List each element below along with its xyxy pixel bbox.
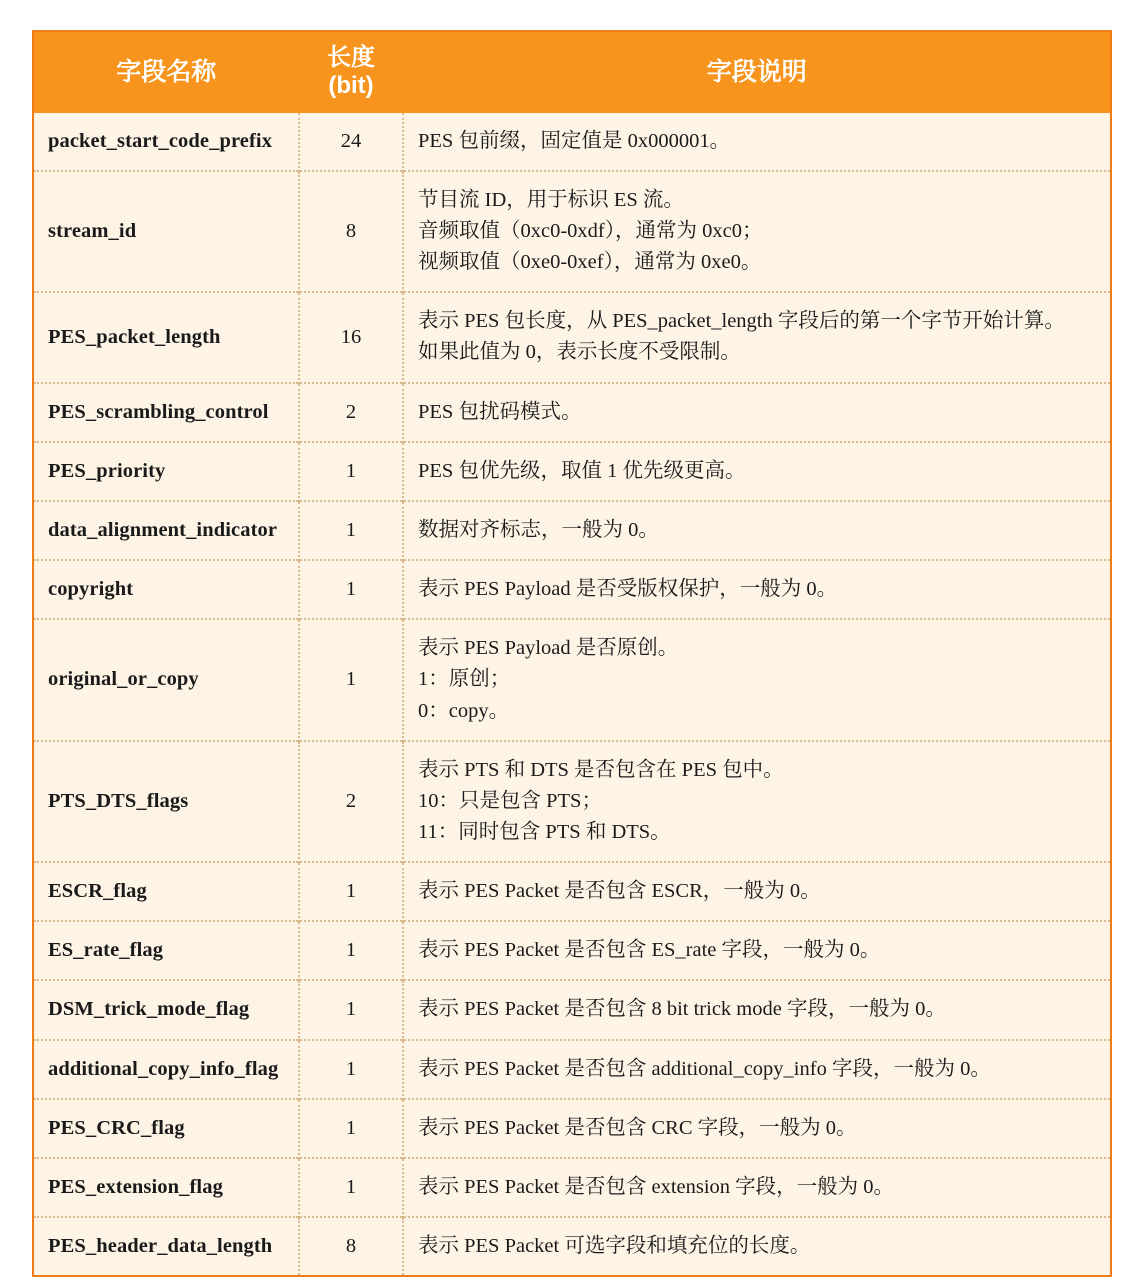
cell-field-length: 1 [299,980,403,1039]
cell-field-description [403,619,1111,740]
table-row [33,442,1111,501]
description-line: 0：copy。 [418,699,510,722]
description-line: 表示 PES Packet 是否包含 ES_rate 字段，一般为 0。 [418,939,881,962]
cell-field-name: PES_scrambling_control [33,383,299,442]
description-line: 表示 PES Packet 是否包含 extension 字段，一般为 0。 [418,1175,895,1198]
cell-field-name: PES_packet_length [33,292,299,382]
cell-field-length: 1 [299,1040,403,1099]
column-header-length-line2: (bit) [328,72,374,100]
table-row [33,1158,1111,1217]
cell-field-length: 1 [299,619,403,740]
description-line: 如果此值为 0，表示长度不受限制。 [418,341,741,364]
table-row [33,383,1111,442]
description-line: 11：同时包含 PTS 和 DTS。 [418,820,671,843]
cell-field-description [403,113,1111,171]
cell-field-description [403,1217,1111,1276]
cell-field-description [403,921,1111,980]
description-line: 数据对齐标志，一般为 0。 [418,518,659,541]
description-line: 10：只是包含 PTS； [418,789,602,812]
table-row [33,741,1111,862]
cell-field-length: 24 [299,113,403,171]
column-header-length-line1: 长度 [327,44,375,71]
cell-field-description [403,442,1111,501]
cell-field-name: PES_extension_flag [33,1158,299,1217]
cell-field-name: PES_CRC_flag [33,1099,299,1158]
cell-field-name: additional_copy_info_flag [33,1040,299,1099]
column-header-length [299,31,403,113]
cell-field-length: 1 [299,560,403,619]
table-row [33,1217,1111,1276]
cell-field-length: 1 [299,921,403,980]
description-line: PES 包前缀，固定值是 0x000001。 [418,129,731,152]
table-row [33,560,1111,619]
cell-field-description [403,862,1111,921]
table-header-row [33,31,1111,113]
description-line: 表示 PTS 和 DTS 是否包含在 PES 包中。 [418,758,784,781]
cell-field-description [403,383,1111,442]
description-line: PES 包优先级，取值 1 优先级更高。 [418,459,746,482]
column-header-field-name: 字段名称 [33,31,299,113]
cell-field-description [403,292,1111,382]
table-row [33,1099,1111,1158]
cell-field-name: packet_start_code_prefix [33,113,299,171]
table-row [33,921,1111,980]
table-header [33,31,1111,113]
cell-field-length: 1 [299,862,403,921]
cell-field-description [403,980,1111,1039]
description-line: PES 包扰码模式。 [418,400,582,423]
cell-field-length: 2 [299,383,403,442]
cell-field-name: PTS_DTS_flags [33,741,299,862]
cell-field-length: 8 [299,1217,403,1276]
cell-field-description [403,741,1111,862]
cell-field-name: ES_rate_flag [33,921,299,980]
table-row [33,980,1111,1039]
cell-field-length: 8 [299,171,403,292]
table-row [33,1040,1111,1099]
cell-field-name: PES_priority [33,442,299,501]
cell-field-name: ESCR_flag [33,862,299,921]
cell-field-length: 1 [299,501,403,560]
table-body [33,113,1111,1277]
description-line: 视频取值（0xe0-0xef），通常为 0xe0。 [418,251,762,274]
cell-field-description [403,501,1111,560]
description-line: 表示 PES 包长度，从 PES_packet_length 字段后的第一个字节开始计算。 [418,310,1065,333]
cell-field-description [403,560,1111,619]
table-row [33,619,1111,740]
column-header-description: 字段说明 [403,31,1111,113]
description-line: 表示 PES Packet 是否包含 additional_copy_info 字段，一般为 0。 [418,1057,991,1080]
cell-field-length: 1 [299,442,403,501]
cell-field-length: 1 [299,1099,403,1158]
cell-field-name: stream_id [33,171,299,292]
cell-field-name: DSM_trick_mode_flag [33,980,299,1039]
cell-field-description [403,1158,1111,1217]
cell-field-name: data_alignment_indicator [33,501,299,560]
table-row [33,862,1111,921]
description-line: 表示 PES Payload 是否受版权保护，一般为 0。 [418,578,838,601]
table-row [33,501,1111,560]
cell-field-description [403,1099,1111,1158]
cell-field-description [403,1040,1111,1099]
cell-field-name: PES_header_data_length [33,1217,299,1276]
description-line: 表示 PES Packet 是否包含 CRC 字段，一般为 0。 [418,1116,857,1139]
description-line: 1：原创； [418,668,511,691]
pes-header-field-table [32,30,1112,1277]
table-row [33,292,1111,382]
table-row [33,113,1111,171]
description-line: 表示 PES Payload 是否原创。 [418,637,679,660]
description-line: 音频取值（0xc0-0xdf），通常为 0xc0； [418,219,763,242]
description-line: 表示 PES Packet 是否包含 ESCR，一般为 0。 [418,880,821,903]
cell-field-length: 2 [299,741,403,862]
description-line: 表示 PES Packet 是否包含 8 bit trick mode 字段，一般为 0。 [418,998,946,1021]
cell-field-name: copyright [33,560,299,619]
cell-field-length: 1 [299,1158,403,1217]
description-line: 表示 PES Packet 可选字段和填充位的长度。 [418,1235,811,1258]
description-line: 节目流 ID，用于标识 ES 流。 [418,188,684,211]
cell-field-name: original_or_copy [33,619,299,740]
cell-field-length: 16 [299,292,403,382]
cell-field-description [403,171,1111,292]
table-row [33,171,1111,292]
